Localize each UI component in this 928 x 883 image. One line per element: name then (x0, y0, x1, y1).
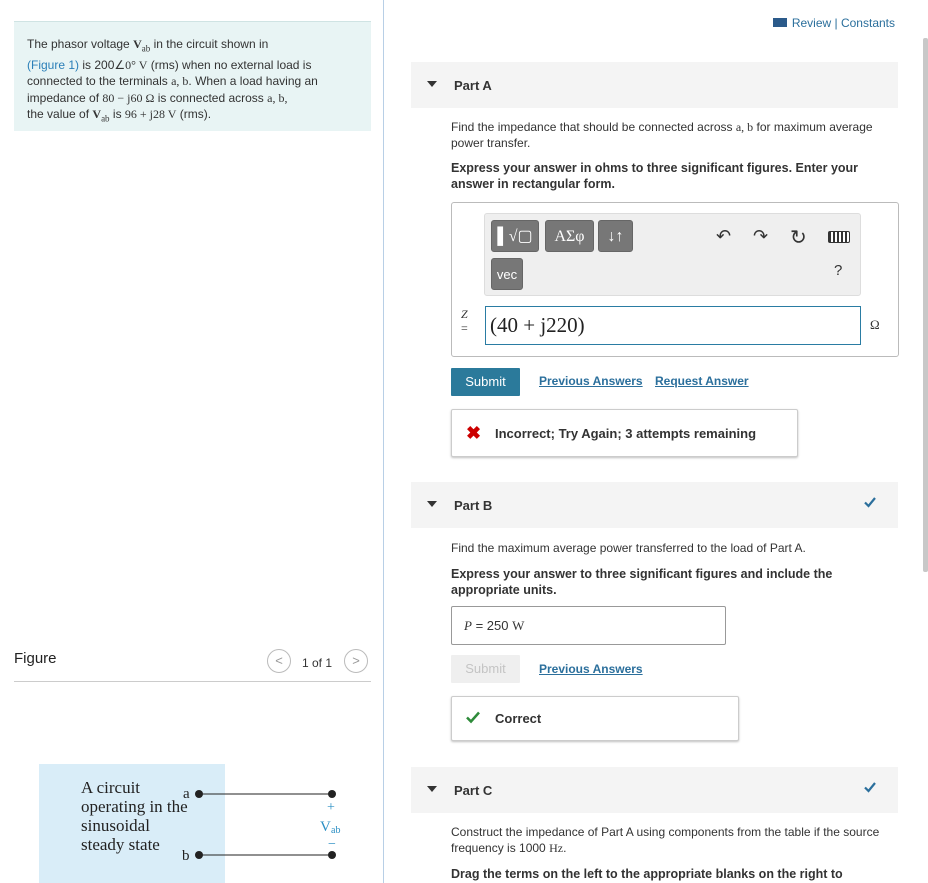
figure-title: Figure (14, 650, 57, 667)
problem-text: is 200 (79, 57, 115, 72)
power-answer-field[interactable]: P = 250 W (451, 606, 726, 645)
arrows-button[interactable]: ↓↑ (598, 220, 633, 252)
math-vab: $V_{ab}$ (133, 37, 151, 54)
figure-pager: 1 of 1 (302, 656, 333, 670)
incorrect-x-icon: ✖ (466, 423, 482, 443)
part-a-feedback (451, 409, 798, 457)
part-c-question: Construct the impedance of Part A using components from the table if the source frequency is 1000 Hz. (451, 825, 880, 855)
part-b-header[interactable] (411, 482, 898, 528)
part-b-feedback (451, 696, 739, 741)
problem-text: (rms) when no external load is (147, 57, 312, 72)
plus-sign: + (327, 800, 335, 815)
problem-text: impedance of (27, 90, 103, 105)
part-a-previous-answers-link[interactable]: Previous Answers (539, 374, 643, 388)
undo-icon[interactable]: ↶ (716, 226, 732, 246)
redo-icon[interactable]: ↷ (753, 226, 769, 246)
scrollbar[interactable] (923, 38, 928, 572)
figure-header (14, 648, 371, 682)
collapse-caret-icon[interactable] (427, 786, 437, 792)
vec-button[interactable]: vec (491, 258, 523, 290)
problem-text: is (109, 107, 125, 122)
left-panel (0, 0, 384, 883)
problem-text: the value of (27, 107, 93, 122)
minus-sign: − (328, 837, 336, 852)
terminal-a-label: a (183, 786, 190, 802)
review-constants-links (773, 16, 895, 30)
circuit-diagram (175, 780, 355, 880)
checkmark-icon (864, 781, 876, 793)
problem-text: in the circuit shown in (150, 37, 269, 51)
figure-link[interactable]: (Figure 1) (27, 57, 80, 72)
part-b-instruction: Express your answer to three significant figures and include the appropriate units. (451, 567, 833, 597)
collapse-caret-icon[interactable] (427, 81, 437, 87)
help-icon[interactable]: ? (834, 262, 843, 279)
problem-text: The phasor voltage (27, 37, 134, 51)
node-b (328, 851, 336, 859)
math-load-impedance: 80 − j60 Ω (102, 90, 155, 105)
math-terminals: a, b, (267, 90, 288, 105)
part-b-label: Part B (454, 498, 493, 513)
math-unit: V (135, 57, 148, 72)
problem-text: . When a load having an (188, 74, 318, 89)
impedance-input[interactable]: (40 + j220) (485, 306, 861, 345)
part-a-header[interactable] (411, 62, 898, 108)
checkmark-icon (864, 496, 876, 508)
problem-statement (14, 21, 371, 131)
math-angle: ∠0° (114, 57, 136, 72)
part-c-label: Part C (454, 783, 493, 798)
book-icon (773, 18, 787, 27)
part-b-previous-answers-link[interactable]: Previous Answers (539, 662, 643, 676)
math-toolbar (484, 213, 861, 296)
part-c-instruction: Drag the terms on the left to the appropriate blanks on the right to (451, 867, 843, 881)
figure-caption: A circuit operating in the sinusoidal steady state (81, 778, 188, 854)
math-terminals: a, b (171, 74, 189, 89)
node-a (328, 790, 336, 798)
ohm-unit: Ω (870, 317, 880, 332)
part-a-submit-button[interactable]: Submit (451, 368, 520, 396)
templates-button[interactable]: ▌√▢ (491, 220, 539, 252)
terminal-b-label: b (182, 848, 190, 864)
part-c-header[interactable] (411, 767, 898, 813)
previous-figure-button[interactable]: < (267, 649, 291, 673)
impedance-label: Z = (461, 307, 468, 335)
symbols-button[interactable]: ΑΣφ (545, 220, 594, 252)
keyboard-icon[interactable] (828, 231, 850, 243)
right-panel (385, 0, 928, 883)
part-a-label: Part A (454, 78, 492, 93)
next-figure-button[interactable]: > (344, 649, 368, 673)
review-link[interactable]: Review (791, 16, 832, 30)
collapse-caret-icon[interactable] (427, 501, 437, 507)
math-vab-value: 96 + j28 V (124, 107, 177, 122)
part-a-instruction: Express your answer in ohms to three significant figures. Enter your answer in rectangular form. (451, 161, 859, 191)
part-b-question: Find the maximum average power transferred to the load of Part A. (451, 541, 806, 555)
problem-text: is connected across (154, 90, 268, 105)
math-vab: $V_{ab}$ (92, 107, 110, 124)
constants-link[interactable]: Constants (840, 16, 895, 30)
part-a-question: Find the impedance that should be connected across a, b for maximum average power transfer. (451, 120, 873, 150)
problem-text: (rms). (176, 107, 212, 122)
correct-check-icon (466, 710, 480, 724)
part-b-feedback-text: Correct (495, 711, 542, 726)
request-answer-link[interactable]: Request Answer (655, 374, 749, 388)
vab-label: V (320, 819, 331, 835)
part-b-submit-button: Submit (451, 655, 520, 683)
link-separator: | (831, 16, 841, 30)
vab-subscript: ab (331, 825, 341, 836)
reset-icon[interactable]: ↻ (790, 227, 807, 249)
problem-text: connected to the terminals (27, 74, 172, 89)
part-a-feedback-text: Incorrect; Try Again; 3 attempts remaining (495, 426, 757, 441)
